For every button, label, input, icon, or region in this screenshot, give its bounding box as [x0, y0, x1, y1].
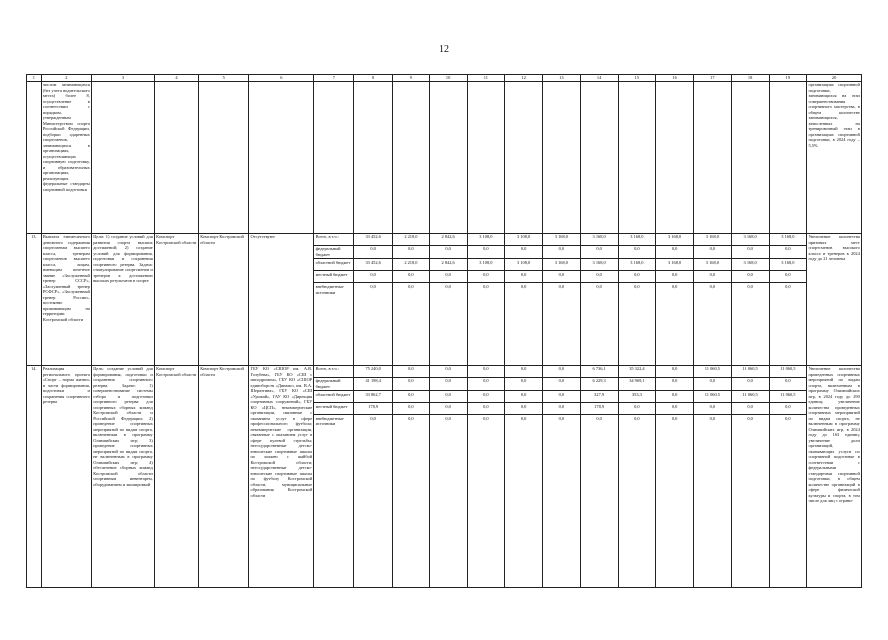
row13-value-cell: 3 168,0 [694, 259, 732, 271]
row14-value-cell: 35 322,4 [618, 365, 656, 377]
row14-executor: Комспорт Костромской области [154, 365, 198, 587]
row14-value-cell: 41 198,4 [354, 377, 393, 390]
row13-value-cell: 0,0 [618, 245, 656, 258]
row14-value-cell: 0,0 [656, 391, 694, 403]
row13-source-row [27, 233, 862, 245]
row14-value-cell: 11 060,5 [694, 365, 732, 377]
header-col-17: 17 [694, 75, 732, 82]
row14-value-cell: 0,0 [467, 377, 505, 390]
row13-value-cell: 33 452,6 [354, 259, 393, 271]
header-col-12: 12 [505, 75, 543, 82]
row13-expected-result: Увеличение количества призовых мест спортсменов высокого класса и тренеров в 2024 году до 21 человека [807, 233, 862, 365]
header-col-10: 10 [429, 75, 467, 82]
row14-goals: Цель: создание условий для формирования, подготовки и сохранения спортивного резерва. Задачи: 1) совершенствование системы отбора и подготовки спортивного резерва для спортивных сборных команд Костромской области и Российской Федерации; 2) проведение спортивных мероприятий по видам спорта, включенным в программу Олимпийских игр; 3) проведение спортивных мероприятий по видам спорта, не включенным в программу Олимпийских игр; 4) обеспечение сборных команд Костромской области спортивным инвентарем, оборудованием и экипировкой [92, 365, 155, 587]
row14-value-cell: 34 969,1 [618, 377, 656, 390]
header-col-13: 13 [543, 75, 581, 82]
row14-value-cell: 0,0 [429, 377, 467, 390]
row14-value-cell: 0,0 [731, 377, 769, 390]
row14-value-cell: 0,0 [656, 403, 694, 415]
row14-value-cell: 0,0 [467, 391, 505, 403]
row13-source-label: местный бюджет [314, 271, 354, 283]
row14-source-row [27, 365, 862, 377]
row14-value-cell: 11 060,5 [769, 365, 807, 377]
cont-col-1 [27, 81, 42, 233]
row13-value-cell: 3 168,0 [618, 233, 656, 245]
cont-col-18 [731, 81, 769, 233]
cont-col-17 [694, 81, 732, 233]
row13-value-cell: 0,0 [580, 271, 618, 283]
row13-value-cell: 0,0 [543, 245, 581, 258]
row14-participants: ГБУ КО «СШОР им. А.В. Голубева», ГБУ КО «СШ с ипподромом», ГБУ КО «СШОР единоборств «Динамо» им. В.А. Шеразтина», ГБУ КО «СШ «Урожай», ГАУ КО «Дирекция спортивных сооружений», ГБУ КО «ЦСП», некоммерческие организации, связанные с оказанием услуг в сфере профессионального футбола; некоммерческие организации, связанные с оказанием услуг в сфере пулевой стрельбы; негосударственные детско-юношеские спортивные школы по хоккею с шайбой Костромской области; негосударственные детско-юношеские спортивные школы по футболу Костромской области, муниципальные образования Костромской области [249, 365, 314, 587]
row14-value-cell: 0,0 [580, 415, 618, 587]
row13-executor: Комспорт Костромской области [154, 233, 198, 365]
cont-col-3 [92, 81, 155, 233]
header-col-16: 16 [656, 75, 694, 82]
row14-value-cell: 0,0 [393, 415, 430, 587]
row13-value-cell: 0,0 [429, 271, 467, 283]
row14-value-cell: 11 060,5 [694, 391, 732, 403]
row14-value-cell: 0,0 [429, 365, 467, 377]
row13-value-cell: 0,0 [393, 245, 430, 258]
row14-value-cell: 0,0 [694, 377, 732, 390]
row14-value-cell: 0,0 [769, 377, 807, 390]
row14-value-cell: 6 229,3 [580, 377, 618, 390]
row13-value-cell: 0,0 [543, 283, 581, 365]
row13-value-cell: 0,0 [731, 271, 769, 283]
row13-value-cell: 2 842,6 [429, 233, 467, 245]
row14-value-cell: 0,0 [769, 403, 807, 415]
cont-col-8 [354, 81, 393, 233]
header-col-11: 11 [467, 75, 505, 82]
row14-expected-result: Увеличение количества проведенных спортивных мероприятий по видам спорта, включенным в программу Олимпийских игр, в 2024 году до 290 единиц; увеличение количества проведенных спортивных мероприятий по видам спорта, не включенным в программу Олимпийских игр, в 2024 году до 163 единиц; увеличение доли организаций, оказывающих услуги по спортивной подготовке в соответствии с федеральными стандартами спортивной подготовки, в общем количестве организаций в сфере физической культуры и спорта, в том числе для лиц с ограни- [807, 365, 862, 587]
row13-value-cell: 0,0 [393, 283, 430, 365]
cont-col-12 [505, 81, 543, 233]
row13-value-cell: 0,0 [467, 271, 505, 283]
row14-source-label: внебюджетные источники [314, 415, 354, 587]
cont-result-text: организациях спортивной подготовки, занимающихся на этап совершенствования спортивного мастерства, в общем количестве занимающихся, зачисленных на тренировочный этап в организациях спортивной подготовки, в 2024 году – 5,5% [807, 81, 862, 233]
row14-value-cell: 0,0 [656, 415, 694, 587]
row14-value-cell: 0,0 [354, 415, 393, 587]
row13-value-cell: 3 168,0 [731, 259, 769, 271]
row14-value-cell: 0,0 [467, 415, 505, 587]
row14-value-cell: 0,0 [393, 377, 430, 390]
row13-participants: Отсутствуют [249, 233, 314, 365]
row13-value-cell: 3 168,0 [656, 259, 694, 271]
cont-col-5 [199, 81, 249, 233]
header-col-6: 6 [249, 75, 314, 82]
row14-value-cell: 11 060,5 [769, 391, 807, 403]
row13-value-cell: 0,0 [731, 245, 769, 258]
row13-value-cell: 0,0 [393, 271, 430, 283]
row13-value-cell: 0,0 [580, 245, 618, 258]
header-col-5: 5 [199, 75, 249, 82]
row14-value-cell: 178,9 [580, 403, 618, 415]
row14-value-cell: 0,0 [618, 415, 656, 587]
row13-value-cell: 0,0 [354, 245, 393, 258]
row13-value-cell: 3 168,0 [543, 259, 581, 271]
row13-value-cell: 3 168,0 [731, 233, 769, 245]
row13-value-cell: 0,0 [656, 245, 694, 258]
row13-value-cell: 0,0 [656, 283, 694, 365]
row14-value-cell: 0,0 [505, 403, 543, 415]
cont-col-11 [467, 81, 505, 233]
cont-col-9 [393, 81, 430, 233]
row13-value-cell: 0,0 [769, 271, 807, 283]
header-col-7: 7 [314, 75, 354, 82]
row14-value-cell: 0,0 [694, 403, 732, 415]
row13-value-cell: 3 168,0 [769, 233, 807, 245]
row13-value-cell: 3 168,0 [580, 259, 618, 271]
row14-value-cell: 33 862,7 [354, 391, 393, 403]
row14-value-cell: 0,0 [731, 415, 769, 587]
row13-coexecutor: Комспорт Костромской области [199, 233, 249, 365]
row14-value-cell: 75 240,0 [354, 365, 393, 377]
row14-value-cell: 353,3 [618, 391, 656, 403]
row13-value-cell: 0,0 [505, 271, 543, 283]
row13-value-cell: 0,0 [694, 283, 732, 365]
row14-value-cell: 0,0 [393, 391, 430, 403]
row13-value-cell: 0,0 [618, 271, 656, 283]
header-col-9: 9 [393, 75, 430, 82]
row13-number: 13. [27, 233, 42, 365]
program-table [26, 74, 862, 588]
cont-col-15 [618, 81, 656, 233]
row13-value-cell: 0,0 [694, 245, 732, 258]
row13-value-cell: 3 168,0 [618, 259, 656, 271]
header-col-19: 19 [769, 75, 807, 82]
row13-value-cell: 0,0 [580, 283, 618, 365]
cont-col-16 [656, 81, 694, 233]
row13-value-cell: 3 168,0 [580, 233, 618, 245]
row14-value-cell: 0,0 [429, 391, 467, 403]
row14-activity-name: Реализация регионального проекта «Спорт – норма жизни» в части формирования, подготовки и сохранения спортивного резерва [41, 365, 91, 587]
row14-value-cell: 0,0 [618, 403, 656, 415]
row13-source-label: Всего, в т.ч.: [314, 233, 354, 245]
row13-value-cell: 2 842,6 [429, 259, 467, 271]
row13-value-cell: 0,0 [429, 283, 467, 365]
row14-source-label: областной бюджет [314, 391, 354, 403]
header-col-20: 20 [807, 75, 862, 82]
row14-value-cell: 0,0 [543, 391, 581, 403]
row14-value-cell: 0,0 [543, 365, 581, 377]
row14-value-cell: 0,0 [656, 365, 694, 377]
cont-col-7 [314, 81, 354, 233]
row14-source-label: федеральный бюджет [314, 377, 354, 390]
header-col-15: 15 [618, 75, 656, 82]
header-col-3: 3 [92, 75, 155, 82]
cont-col-13 [543, 81, 581, 233]
row14-value-cell: 0,0 [429, 403, 467, 415]
header-col-8: 8 [354, 75, 393, 82]
row13-value-cell: 0,0 [354, 283, 393, 365]
header-col-1: 1 [27, 75, 42, 82]
row13-value-cell: 0,0 [354, 271, 393, 283]
row13-value-cell: 0,0 [543, 271, 581, 283]
cont-col-4 [154, 81, 198, 233]
row13-source-label: федеральный бюджет [314, 245, 354, 258]
row14-value-cell: 0,0 [467, 365, 505, 377]
row14-value-cell: 0,0 [429, 415, 467, 587]
row13-value-cell: 3 168,0 [694, 233, 732, 245]
row13-value-cell: 3 168,0 [543, 233, 581, 245]
cont-col-6 [249, 81, 314, 233]
row13-value-cell: 3 168,0 [656, 233, 694, 245]
row13-value-cell: 3 108,0 [467, 259, 505, 271]
row14-value-cell: 0,0 [393, 403, 430, 415]
row14-source-label: местный бюджет [314, 403, 354, 415]
row13-value-cell: 0,0 [694, 271, 732, 283]
row14-coexecutor: Комспорт Костромской области [199, 365, 249, 587]
row13-value-cell: 3 108,0 [467, 233, 505, 245]
row13-value-cell: 0,0 [467, 283, 505, 365]
row14-value-cell: 0,0 [505, 415, 543, 587]
row13-value-cell: 2 218,0 [393, 233, 430, 245]
row13-value-cell: 3 108,0 [505, 259, 543, 271]
row14-value-cell: 0,0 [543, 415, 581, 587]
row13-value-cell: 0,0 [505, 283, 543, 365]
row14-value-cell: 11 060,5 [731, 391, 769, 403]
row13-value-cell: 3 108,0 [505, 233, 543, 245]
row14-value-cell: 0,0 [769, 415, 807, 587]
row13-value-cell: 33 452,6 [354, 233, 393, 245]
cont-col-19 [769, 81, 807, 233]
row14-value-cell: 0,0 [731, 403, 769, 415]
row13-value-cell: 0,0 [467, 245, 505, 258]
row13-value-cell: 0,0 [656, 271, 694, 283]
row14-value-cell: 0,0 [505, 377, 543, 390]
row13-source-label: областной бюджет [314, 259, 354, 271]
row14-value-cell: 0,0 [505, 365, 543, 377]
header-col-18: 18 [731, 75, 769, 82]
header-col-2: 2 [41, 75, 91, 82]
row13-value-cell: 3 168,0 [769, 259, 807, 271]
cont-col-10 [429, 81, 467, 233]
row14-source-label: Всего, в т.ч.: [314, 365, 354, 377]
row13-source-label: внебюджетные источники [314, 283, 354, 365]
cont-activity-text: числом занимающихся (без учета водительского места) более 8, осуществление в соответствии с порядком, утвержденным Министерством спорта Российской Федерации, подборки одаренных спортсменов, занимающихся в организациях, осуществляющих спортивную подготовку, и образовательных организациях, реализующих федеральные стандарты спортивной подготовки [41, 81, 91, 233]
row14-value-cell: 11 060,5 [731, 365, 769, 377]
page-number: 12 [439, 44, 449, 55]
row13-value-cell: 0,0 [769, 283, 807, 365]
row14-value-cell: 0,0 [656, 377, 694, 390]
row13-value-cell: 0,0 [731, 283, 769, 365]
row14-value-cell: 0,0 [467, 403, 505, 415]
row13-value-cell: 0,0 [618, 283, 656, 365]
row14-value-cell: 0,0 [393, 365, 430, 377]
row14-value-cell: 0,0 [543, 377, 581, 390]
row13-value-cell: 0,0 [505, 245, 543, 258]
row14-value-cell: 0,0 [543, 403, 581, 415]
row13-value-cell: 2 218,0 [393, 259, 430, 271]
continuation-row [27, 81, 862, 233]
header-col-14: 14 [580, 75, 618, 82]
row14-value-cell: 327,9 [580, 391, 618, 403]
row14-value-cell: 178,9 [354, 403, 393, 415]
row13-value-cell: 0,0 [429, 245, 467, 258]
row14-value-cell: 0,0 [694, 415, 732, 587]
row13-value-cell: 0,0 [769, 245, 807, 258]
row13-activity-name: Выплата ежемесячного денежного содержания спортсменам высшего класса, тренерам спортсменов высшего класса, лицам, имеющим почетное звание «Заслуженный тренер СССР», «Заслуженный тренер РСФСР», «Заслуженный тренер России», постоянно проживающим на территории Костромской области [41, 233, 91, 365]
row13-goals: Цели: 1) создание условий для развития спорта высших достижений; 2) создание условий для формирования, подготовки и сохранения спортивного резерва. Задача: стимулирование спортсменов и тренеров к достижению высоких результатов в спорте [92, 233, 155, 365]
row14-number: 14. [27, 365, 42, 587]
cont-col-14 [580, 81, 618, 233]
header-col-4: 4 [154, 75, 198, 82]
row14-value-cell: 0,0 [505, 391, 543, 403]
row14-value-cell: 6 736,1 [580, 365, 618, 377]
